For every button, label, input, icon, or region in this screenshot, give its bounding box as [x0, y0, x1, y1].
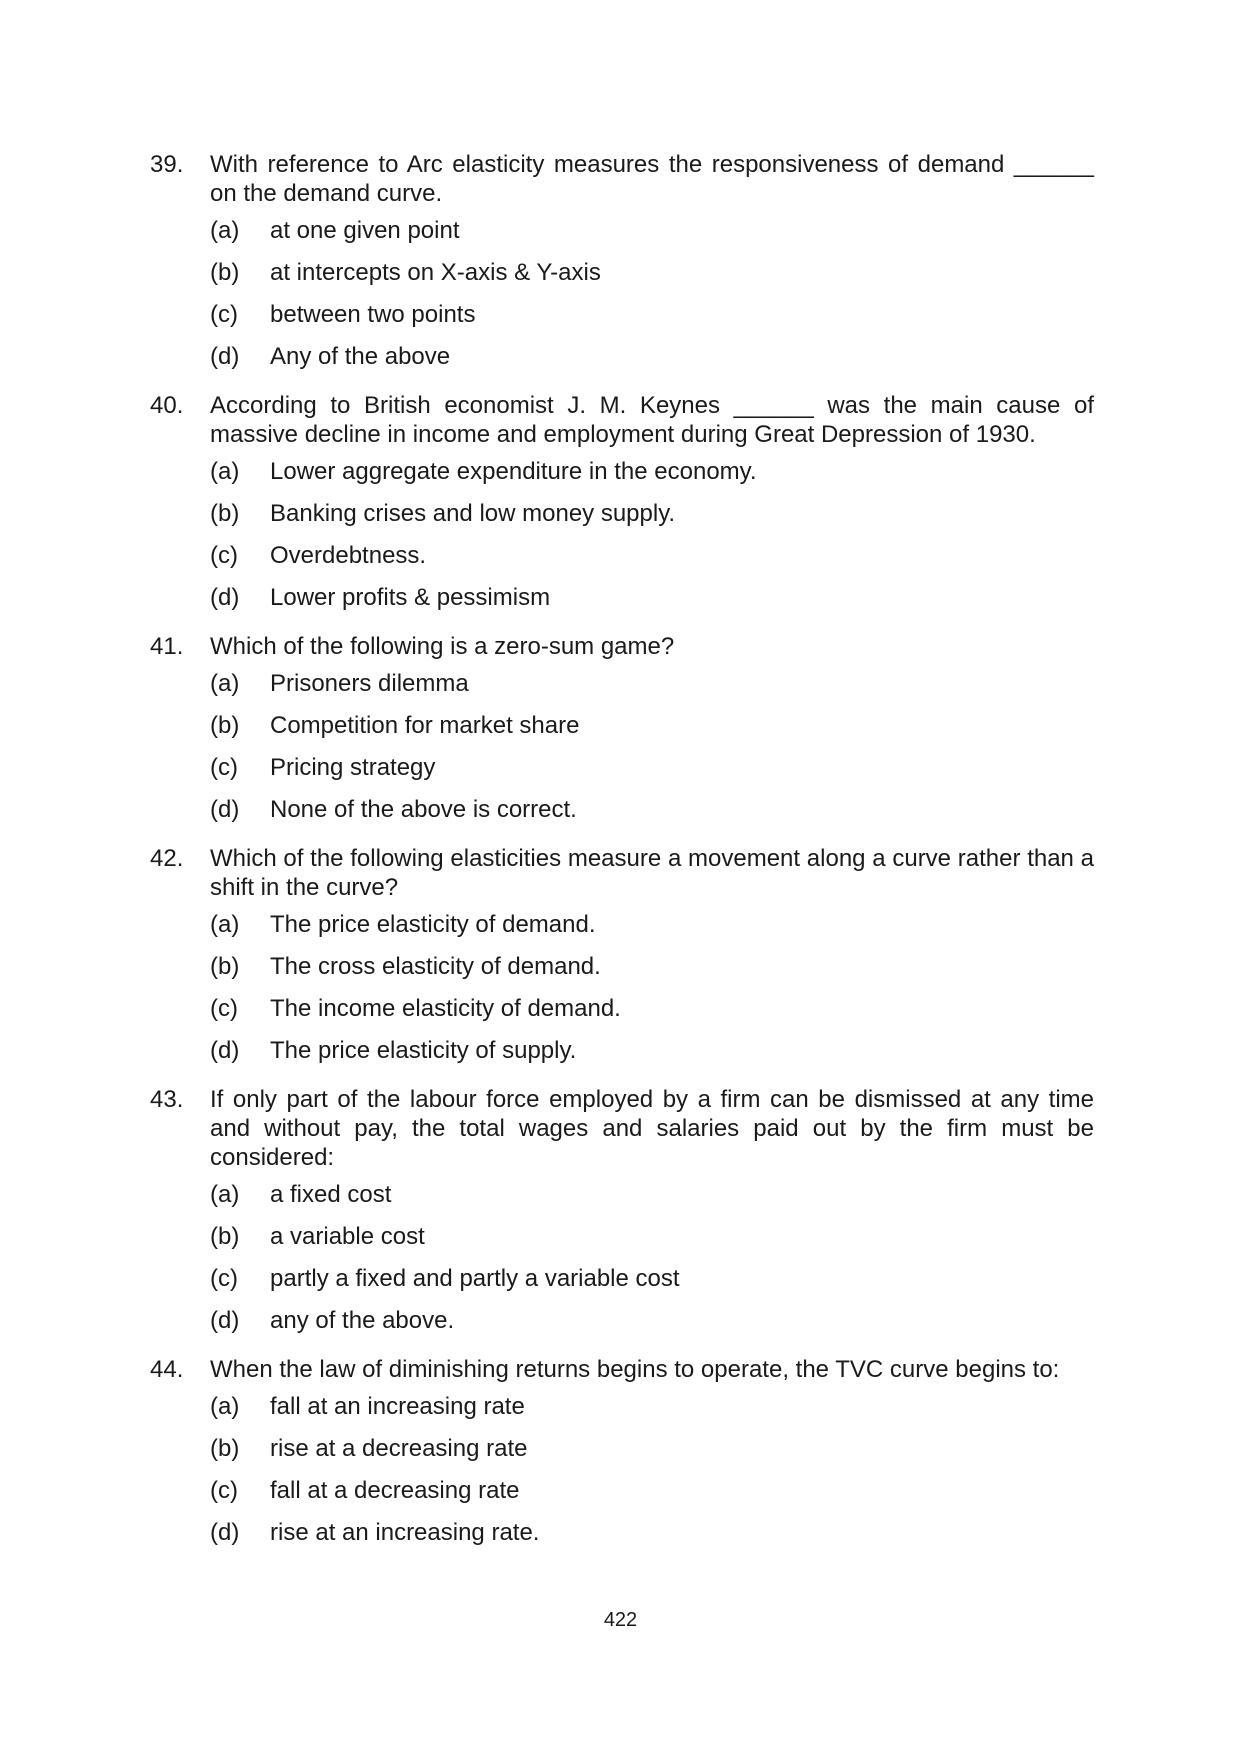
question-text: When the law of diminishing returns begins to operate, the TVC curve begins to: — [210, 1356, 1060, 1383]
option-text: fall at a decreasing rate — [270, 1477, 520, 1504]
question-number: 39. — [150, 151, 184, 178]
question-text: According to British economist J. M. Keynes ______ was the main cause of massive decline in income and employment during Great Depression of 1930. — [210, 392, 1094, 448]
page-number: 422 — [603, 1609, 638, 1631]
option-letter: (b) — [210, 1223, 240, 1250]
question-stem — [150, 150, 1094, 208]
option-b — [210, 1222, 1094, 1264]
option-a — [210, 216, 1094, 258]
option-d — [210, 583, 1094, 625]
question-stem — [150, 1355, 1094, 1384]
question-text: With reference to Arc elasticity measures the responsiveness of demand ______ on the demand curve. — [210, 151, 1094, 207]
option-list — [210, 910, 1094, 1078]
option-text: at intercepts on X-axis & Y-axis — [270, 259, 601, 286]
option-c — [210, 994, 1094, 1036]
option-text: a variable cost — [270, 1223, 425, 1250]
question-40 — [150, 391, 1094, 625]
option-list — [210, 216, 1094, 384]
option-list — [210, 457, 1094, 625]
option-letter: (c) — [210, 301, 238, 328]
option-letter: (a) — [210, 670, 240, 697]
option-letter: (c) — [210, 542, 238, 569]
option-letter: (d) — [210, 584, 240, 611]
option-letter: (b) — [210, 953, 240, 980]
option-text: Lower aggregate expenditure in the economy. — [270, 458, 757, 485]
option-letter: (b) — [210, 259, 240, 286]
question-44 — [150, 1355, 1094, 1560]
option-text: between two points — [270, 301, 476, 328]
option-d — [210, 795, 1094, 837]
option-text: fall at an increasing rate — [270, 1393, 525, 1420]
option-d — [210, 342, 1094, 384]
option-text: None of the above is correct. — [270, 796, 577, 823]
option-letter: (a) — [210, 217, 240, 244]
question-stem — [150, 391, 1094, 449]
option-list — [210, 1392, 1094, 1560]
option-text: The cross elasticity of demand. — [270, 953, 601, 980]
option-c — [210, 1264, 1094, 1306]
option-text: Competition for market share — [270, 712, 580, 739]
option-letter: (c) — [210, 1265, 238, 1292]
question-number: 41. — [150, 633, 184, 660]
option-c — [210, 300, 1094, 342]
option-text: partly a fixed and partly a variable cost — [270, 1265, 680, 1292]
option-text: Overdebtness. — [270, 542, 427, 569]
option-a — [210, 457, 1094, 499]
question-stem — [150, 1085, 1094, 1172]
option-text: rise at a decreasing rate — [270, 1435, 528, 1462]
option-letter: (c) — [210, 995, 238, 1022]
option-a — [210, 1392, 1094, 1434]
question-41 — [150, 632, 1094, 837]
option-b — [210, 258, 1094, 300]
option-d — [210, 1518, 1094, 1560]
option-letter: (c) — [210, 1477, 238, 1504]
option-a — [210, 1180, 1094, 1222]
option-letter: (a) — [210, 1181, 240, 1208]
option-d — [210, 1306, 1094, 1348]
question-text: Which of the following is a zero-sum game? — [210, 633, 675, 660]
question-text: Which of the following elasticities measure a movement along a curve rather than a shift in the curve? — [210, 845, 1094, 901]
question-43 — [150, 1085, 1094, 1348]
option-text: Prisoners dilemma — [270, 670, 469, 697]
option-letter: (d) — [210, 1519, 240, 1546]
question-list — [150, 150, 1094, 1567]
question-number: 43. — [150, 1086, 184, 1113]
option-text: at one given point — [270, 217, 460, 244]
question-number: 40. — [150, 392, 184, 419]
option-a — [210, 910, 1094, 952]
option-letter: (d) — [210, 343, 240, 370]
option-c — [210, 1476, 1094, 1518]
option-list — [210, 669, 1094, 837]
option-text: Any of the above — [270, 343, 451, 370]
option-text: Lower profits & pessimism — [270, 584, 551, 611]
option-letter: (b) — [210, 712, 240, 739]
option-text: The price elasticity of demand. — [270, 911, 596, 938]
option-letter: (a) — [210, 911, 240, 938]
option-text: Banking crises and low money supply. — [270, 500, 676, 527]
option-text: rise at an increasing rate. — [270, 1519, 540, 1546]
option-text: The income elasticity of demand. — [270, 995, 621, 1022]
option-a — [210, 669, 1094, 711]
option-text: Pricing strategy — [270, 754, 436, 781]
option-letter: (d) — [210, 1037, 240, 1064]
option-letter: (b) — [210, 500, 240, 527]
option-letter: (c) — [210, 754, 238, 781]
option-b — [210, 499, 1094, 541]
option-b — [210, 711, 1094, 753]
option-c — [210, 753, 1094, 795]
option-b — [210, 952, 1094, 994]
question-stem — [150, 844, 1094, 902]
question-number: 44. — [150, 1356, 184, 1383]
question-number: 42. — [150, 845, 184, 872]
option-list — [210, 1180, 1094, 1348]
question-stem — [150, 632, 1094, 661]
option-letter: (b) — [210, 1435, 240, 1462]
option-text: any of the above. — [270, 1307, 455, 1334]
option-text: a fixed cost — [270, 1181, 392, 1208]
question-42 — [150, 844, 1094, 1078]
option-letter: (d) — [210, 796, 240, 823]
question-text: If only part of the labour force employed by a firm can be dismissed at any time and without pay, the total wages and salaries paid out by the firm must be considered: — [210, 1086, 1094, 1171]
option-d — [210, 1036, 1094, 1078]
option-letter: (d) — [210, 1307, 240, 1334]
option-text: The price elasticity of supply. — [270, 1037, 577, 1064]
question-39 — [150, 150, 1094, 384]
option-letter: (a) — [210, 458, 240, 485]
option-letter: (a) — [210, 1393, 240, 1420]
option-c — [210, 541, 1094, 583]
option-b — [210, 1434, 1094, 1476]
